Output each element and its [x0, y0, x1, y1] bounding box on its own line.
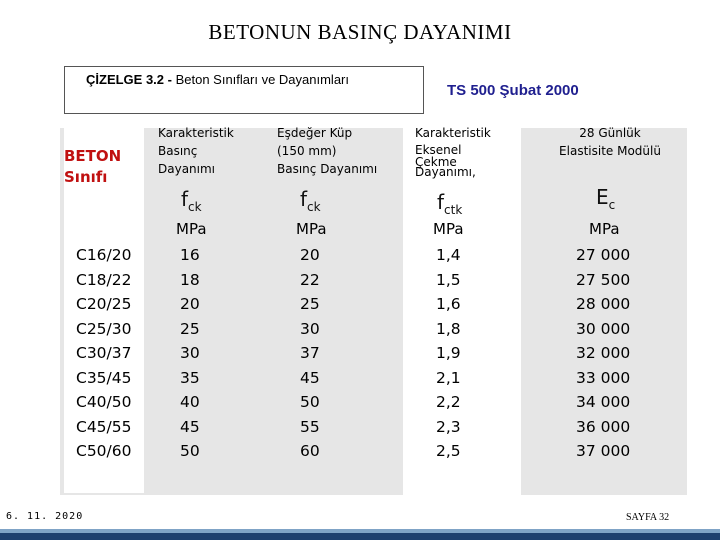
table-cell: 1,6	[436, 295, 461, 313]
col4-symbol	[596, 185, 615, 212]
table-cell: 37 000	[576, 442, 631, 460]
col2-header-line: Basınç Dayanımı	[277, 162, 378, 176]
page-title: BETONUN BASINÇ DAYANIMI	[208, 20, 512, 44]
table-cell: 25	[180, 319, 200, 338]
standard-label: TS 500 Şubat 2000	[447, 82, 579, 99]
col2-values	[300, 243, 320, 464]
col2-header-line: (150 mm)	[277, 144, 337, 158]
table-cell: 36 000	[576, 417, 631, 436]
col4-unit: MPa	[589, 220, 620, 238]
table-cell: 32 000	[576, 344, 631, 362]
col1-header-line: Basınç	[158, 144, 198, 158]
table-cell: 40	[180, 393, 200, 411]
table-cell: C25/30	[76, 319, 132, 338]
col3-header-line: Çekme	[415, 155, 457, 169]
col2-symbol	[300, 187, 321, 214]
table-col3-bg	[403, 128, 521, 495]
table-cell: 37	[300, 344, 320, 362]
col2-header-line: Eşdeğer Küp	[277, 126, 353, 140]
col3-symbol-sub: ctk	[444, 203, 463, 217]
table-cell: 2,5	[436, 442, 461, 460]
class-header	[64, 146, 121, 188]
col3-header-line: Eksenel	[415, 143, 462, 157]
table-cell: C20/25	[76, 295, 132, 313]
col1-symbol	[181, 187, 202, 214]
caption-label: ÇİZELGE 3.2 -	[86, 72, 172, 87]
table-cell: 28 000	[576, 295, 631, 313]
col1-symbol-main: f	[181, 187, 189, 211]
table-cell: C35/45	[76, 368, 132, 387]
table-cell: 1,8	[436, 319, 461, 338]
table-cell: 20	[180, 295, 200, 313]
table-cell: C50/60	[76, 442, 132, 460]
table-cell: 60	[300, 442, 320, 460]
caption-text: Beton Sınıfları ve Dayanımları	[171, 72, 349, 87]
col3-header-line: Karakteristik	[415, 126, 491, 140]
table-cell: 35	[180, 368, 200, 387]
class-column	[76, 243, 132, 464]
col2-header	[277, 127, 377, 176]
col3-symbol	[437, 190, 462, 217]
table-cell: C16/20	[76, 246, 132, 264]
table-cell: 1,4	[436, 246, 461, 264]
col4-header-line: 28 Günlük	[579, 126, 641, 140]
col2-symbol-main: f	[300, 187, 308, 211]
class-header-line: Sınıfı	[64, 168, 108, 186]
col3-header-line: Dayanımı,	[415, 165, 476, 179]
table-cell: 30	[300, 319, 320, 338]
table-cell: 50	[180, 442, 200, 460]
table-cell: 27 500	[576, 270, 631, 289]
table-cell: 30 000	[576, 319, 631, 338]
col1-header-line: Karakteristik	[158, 126, 234, 140]
table-cell: 34 000	[576, 393, 631, 411]
table-cell: 2,1	[436, 368, 461, 387]
page-number: SAYFA 32	[626, 512, 670, 523]
table-cell: 22	[300, 270, 320, 289]
class-header-line: BETON	[64, 147, 122, 165]
table-cell: 16	[180, 246, 200, 264]
table-cell: C40/50	[76, 393, 132, 411]
col4-values	[576, 243, 630, 464]
col4-header-line: Elastisite Modülü	[559, 144, 661, 158]
table-caption	[86, 72, 349, 87]
col3-header	[415, 127, 491, 178]
col4-header	[530, 127, 690, 158]
col3-unit: MPa	[433, 220, 464, 238]
col3-values	[436, 243, 461, 464]
col1-unit: MPa	[176, 220, 207, 238]
table-cell: 2,2	[436, 393, 461, 411]
table-cell: 1,5	[436, 270, 461, 289]
col1-values	[180, 243, 200, 464]
table-cell: 45	[300, 368, 320, 387]
col1-symbol-sub: ck	[188, 200, 202, 214]
table-cell: 27 000	[576, 246, 631, 264]
col1-header	[158, 127, 234, 176]
table-cell: 50	[300, 393, 320, 411]
table-cell: C30/37	[76, 344, 132, 362]
table-cell: 25	[300, 295, 320, 313]
table-cell: 30	[180, 344, 200, 362]
table-cell: 55	[300, 417, 320, 436]
col1-header-line: Dayanımı	[158, 162, 216, 176]
col3-symbol-main: f	[437, 190, 445, 214]
table-cell: 33 000	[576, 368, 631, 387]
col4-symbol-main: E	[596, 185, 609, 209]
footer-bar-dark	[0, 533, 720, 540]
table-cell: C45/55	[76, 417, 132, 436]
col2-symbol-sub: ck	[307, 200, 321, 214]
col2-unit: MPa	[296, 220, 327, 238]
table-cell: 18	[180, 270, 200, 289]
table-cell: 45	[180, 417, 200, 436]
table-cell: C18/22	[76, 270, 132, 289]
col4-symbol-sub: c	[608, 198, 616, 212]
table-cell: 1,9	[436, 344, 461, 362]
footer-date: 6. 11. 2020	[6, 511, 84, 522]
table-cell: 20	[300, 246, 320, 264]
table-cell: 2,3	[436, 417, 461, 436]
